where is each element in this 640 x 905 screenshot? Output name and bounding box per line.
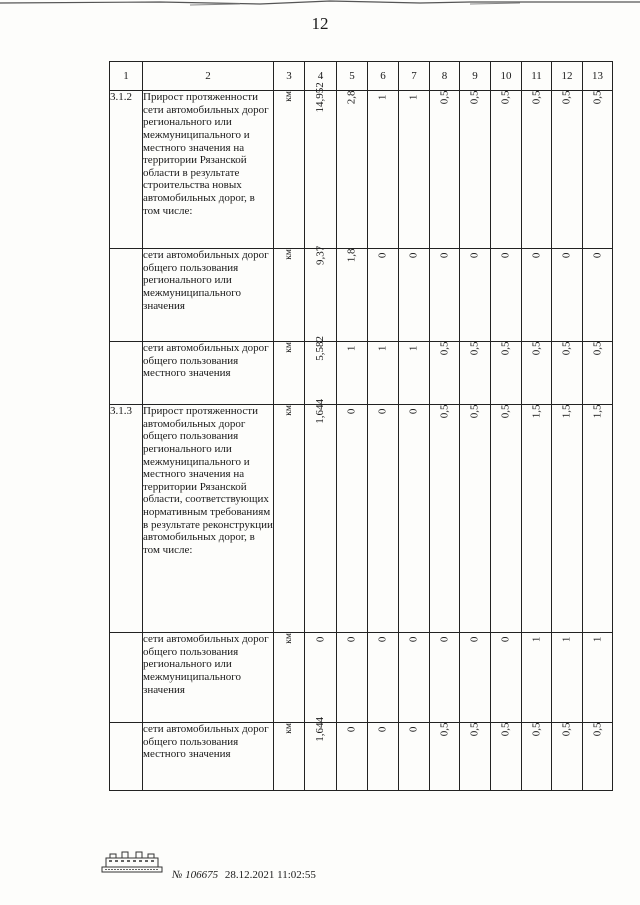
value-text: 1 — [591, 636, 604, 643]
unit-label: км — [283, 405, 294, 416]
unit-cell — [274, 633, 305, 723]
value-cell — [368, 723, 399, 791]
value-text: 14,952 — [314, 82, 327, 113]
value-text: 1 — [376, 345, 389, 352]
unit-cell — [274, 91, 305, 249]
value-cell — [368, 91, 399, 249]
value-text: 0,5 — [560, 722, 573, 737]
value-text: 0,5 — [468, 90, 481, 105]
value-cell — [305, 716, 337, 791]
value-cell — [583, 249, 613, 342]
value-text: 0,5 — [499, 341, 512, 356]
doc-id: № 106675 — [172, 869, 219, 881]
value-cell — [368, 405, 399, 633]
value-text: 0,5 — [530, 341, 543, 356]
column-header: 7 — [399, 62, 430, 91]
unit-label: км — [283, 633, 294, 644]
value-cell — [430, 633, 460, 723]
row-number — [110, 249, 143, 342]
value-cell — [305, 82, 337, 249]
document-registration — [172, 869, 316, 881]
value-cell — [305, 335, 337, 405]
unit-label: км — [283, 91, 294, 102]
value-text: 0 — [591, 252, 604, 259]
value-cell — [430, 342, 460, 405]
value-text: 0 — [468, 636, 481, 643]
unit-cell — [274, 342, 305, 405]
page-number: 12 — [311, 14, 329, 33]
value-text: 1 — [407, 345, 420, 352]
scan-edge-artifact — [0, 0, 640, 8]
value-cell — [460, 91, 491, 249]
value-text: 0 — [345, 636, 358, 643]
unit-cell — [274, 723, 305, 791]
value-text: 0 — [376, 408, 389, 415]
indicator-name: Прирост протяженности сети автомобильных дорог регионального или межмуниципального и местного значения на территории Рязанской области в результате строительства новых автомобильных дорог, в том числе: — [143, 91, 274, 249]
value-text: 1,5 — [560, 404, 573, 419]
value-text: 0 — [407, 252, 420, 259]
value-text: 0 — [345, 726, 358, 733]
value-cell — [460, 723, 491, 791]
row-number — [110, 723, 143, 791]
table-row — [110, 723, 613, 791]
value-text: 1,5 — [530, 404, 543, 419]
value-text: 1,5 — [591, 404, 604, 419]
value-cell — [460, 405, 491, 633]
unit-label: км — [283, 723, 294, 734]
row-number: 3.1.2 — [110, 91, 143, 249]
value-text: 0 — [376, 726, 389, 733]
value-cell — [522, 405, 552, 633]
column-header: 3 — [274, 62, 305, 91]
value-cell — [491, 405, 522, 633]
value-text: 0,5 — [468, 404, 481, 419]
value-cell — [583, 405, 613, 633]
value-text: 0 — [345, 408, 358, 415]
value-cell — [430, 249, 460, 342]
value-text: 0,5 — [591, 722, 604, 737]
value-text: 1,644 — [314, 398, 327, 424]
value-text: 0,5 — [468, 722, 481, 737]
value-cell — [399, 405, 430, 633]
unit-cell — [274, 405, 305, 633]
value-cell — [368, 342, 399, 405]
value-text: 0,5 — [438, 722, 451, 737]
value-text: 0,5 — [560, 90, 573, 105]
value-text: 0,5 — [560, 341, 573, 356]
value-text: 0 — [499, 636, 512, 643]
column-header: 8 — [430, 62, 460, 91]
value-text: 1 — [345, 345, 358, 352]
value-text: 0 — [438, 636, 451, 643]
value-text: 0,5 — [438, 404, 451, 419]
value-text: 0 — [530, 252, 543, 259]
value-cell — [491, 723, 522, 791]
value-text: 0,5 — [438, 90, 451, 105]
column-header: 13 — [583, 62, 613, 91]
value-text: 0 — [499, 252, 512, 259]
column-header: 9 — [460, 62, 491, 91]
value-text: 0,5 — [499, 404, 512, 419]
column-header: 12 — [552, 62, 583, 91]
column-header: 4 — [305, 62, 337, 91]
value-text: 0,5 — [499, 722, 512, 737]
value-text: 0 — [407, 408, 420, 415]
column-header: 11 — [522, 62, 552, 91]
table-row — [110, 633, 613, 723]
value-text: 0,5 — [499, 90, 512, 105]
value-cell — [399, 723, 430, 791]
value-cell — [337, 723, 368, 791]
value-text: 1 — [530, 636, 543, 643]
unit-label: км — [283, 342, 294, 353]
value-text: 0 — [407, 726, 420, 733]
value-cell — [522, 249, 552, 342]
value-text: 0,5 — [530, 722, 543, 737]
value-text: 0 — [314, 636, 327, 643]
value-text: 1 — [560, 636, 573, 643]
value-text: 1 — [376, 94, 389, 101]
row-number — [110, 633, 143, 723]
value-cell — [305, 633, 337, 723]
value-text: 2,8 — [345, 90, 358, 105]
value-cell — [552, 633, 583, 723]
value-text: 0 — [438, 252, 451, 259]
value-text: 1 — [407, 94, 420, 101]
value-cell — [430, 723, 460, 791]
value-cell — [305, 398, 337, 633]
value-cell — [305, 245, 337, 342]
value-text: 9,37 — [314, 245, 327, 265]
value-text: 0 — [468, 252, 481, 259]
value-cell — [460, 633, 491, 723]
value-cell — [491, 342, 522, 405]
indicator-name: сети автомобильных дорог общего пользования регионального или межмуниципального значения — [143, 633, 274, 723]
value-cell — [337, 633, 368, 723]
value-cell — [491, 249, 522, 342]
value-cell — [368, 249, 399, 342]
table-row — [110, 342, 613, 405]
column-header: 2 — [143, 62, 274, 91]
value-cell — [522, 342, 552, 405]
value-cell — [552, 342, 583, 405]
unit-cell — [274, 249, 305, 342]
value-cell — [460, 342, 491, 405]
column-header: 1 — [110, 62, 143, 91]
unit-label: км — [283, 249, 294, 260]
value-text: 0,5 — [591, 341, 604, 356]
doc-datetime: 28.12.2021 11:02:55 — [224, 869, 316, 881]
value-cell — [460, 249, 491, 342]
value-cell — [552, 91, 583, 249]
value-text: 0,5 — [591, 90, 604, 105]
value-text: 0 — [376, 636, 389, 643]
value-cell — [399, 633, 430, 723]
header-row — [110, 62, 613, 91]
value-cell — [399, 91, 430, 249]
value-cell — [430, 91, 460, 249]
value-text: 0 — [560, 252, 573, 259]
indicator-name: Прирост протяженности автомобильных дорог общего пользования регионального или межмуниципального и местного значения на территории Рязанской области, соответствующих нормативным требованиям в результате реконструкции автомобильных дорог, в том числе: — [143, 405, 274, 633]
value-text: 0 — [376, 252, 389, 259]
indicators-table — [109, 61, 613, 791]
value-cell — [491, 633, 522, 723]
value-text: 1,644 — [314, 716, 327, 742]
official-stamp-logo — [100, 848, 164, 874]
column-header: 5 — [337, 62, 368, 91]
value-cell — [337, 91, 368, 249]
indicator-name: сети автомобильных дорог общего пользования регионального или межмуниципального значения — [143, 249, 274, 342]
value-cell — [552, 249, 583, 342]
value-cell — [552, 723, 583, 791]
value-cell — [522, 723, 552, 791]
value-text: 0 — [407, 636, 420, 643]
row-number: 3.1.3 — [110, 405, 143, 633]
value-cell — [337, 342, 368, 405]
value-text: 1,8 — [345, 248, 358, 263]
table-row — [110, 249, 613, 342]
value-cell — [430, 405, 460, 633]
value-cell — [583, 723, 613, 791]
value-text: 0,5 — [530, 90, 543, 105]
value-cell — [399, 249, 430, 342]
value-cell — [522, 91, 552, 249]
row-number — [110, 342, 143, 405]
table-row — [110, 91, 613, 249]
value-text: 0,5 — [438, 341, 451, 356]
value-text: 0,5 — [468, 341, 481, 356]
value-cell — [491, 91, 522, 249]
value-text: 5,582 — [314, 335, 327, 361]
value-cell — [583, 342, 613, 405]
indicator-name: сети автомобильных дорог общего пользования местного значения — [143, 342, 274, 405]
value-cell — [552, 405, 583, 633]
value-cell — [522, 633, 552, 723]
value-cell — [337, 249, 368, 342]
value-cell — [583, 91, 613, 249]
indicator-name: сети автомобильных дорог общего пользования местного значения — [143, 723, 274, 791]
column-header: 10 — [491, 62, 522, 91]
table-row — [110, 405, 613, 633]
value-cell — [399, 342, 430, 405]
value-cell — [337, 405, 368, 633]
value-cell — [368, 633, 399, 723]
column-header: 6 — [368, 62, 399, 91]
value-cell — [583, 633, 613, 723]
